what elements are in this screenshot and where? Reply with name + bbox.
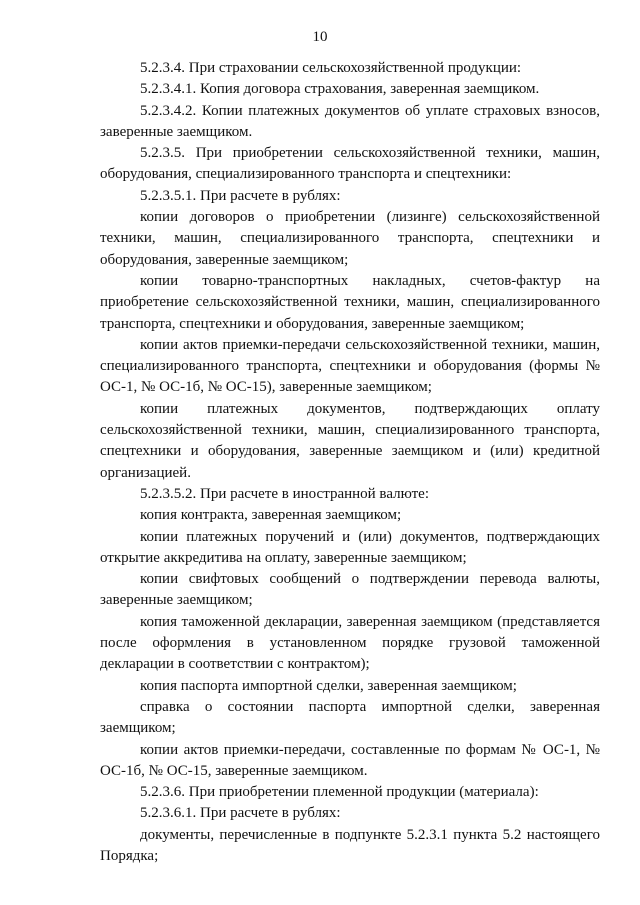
list-item: копии товарно-транспортных накладных, счетов-фактур на приобретение сельскохозяйственной техники, машин, специализированного транспорта, спецтехники и оборудования, заверенные заемщиком; <box>100 272 600 332</box>
list-item: документы, перечисленные в подпункте 5.2.3.1 пункта 5.2 настоящего Порядка; <box>100 826 600 864</box>
list-item: копии платежных поручений и (или) документов, подтверждающих открытие аккредитива на оплату, заверенные заемщиком; <box>100 528 600 566</box>
list-item: копия таможенной декларации, заверенная заемщиком (представляется после оформления в установленном порядке грузовой таможенной декларации в соответствии с контрактом); <box>100 613 600 673</box>
list-item: копии актов приемки-передачи, составленные по формам № ОС-1, № ОС-1б, № ОС-15, заверенные заемщиком. <box>100 741 600 779</box>
page-number: 10 <box>312 29 328 45</box>
paragraph-5-2-3-6: 5.2.3.6. При приобретении племенной продукции (материала): <box>140 784 539 801</box>
paragraph-5-2-3-4: 5.2.3.4. При страховании сельскохозяйственной продукции: <box>140 60 522 76</box>
list-item: копии договоров о приобретении (лизинге) сельскохозяйственной техники, машин, специализированного транспорта, спецтехники и оборудования, заверенные заемщиком; <box>100 209 600 268</box>
list-item: копии актов приемки-передачи сельскохозяйственной техники, машин, специализированного транспорта, спецтехники и оборудования (формы № ОС-1, № ОС-1б, № ОС-15), заверенные заемщиком; <box>100 336 600 396</box>
paragraph-5-2-3-5: 5.2.3.5. При приобретении сельскохозяйственной техники, машин, оборудования, специализированного транспорта и спецтехники: <box>100 145 600 183</box>
list-item: копии платежных документов, подтверждающих оплату сельскохозяйственной техники, машин, специализированного транспорта, спецтехники и оборудования, заверенные заемщиком и (или) кредитной организацией. <box>100 400 600 481</box>
paragraph-5-2-3-5-1: 5.2.3.5.1. При расчете в рублях: <box>140 187 341 204</box>
paragraph-5-2-3-4-1: 5.2.3.4.1. Копия договора страхования, заверенная заемщиком. <box>140 81 540 98</box>
paragraph-5-2-3-5-2: 5.2.3.5.2. При расчете в иностранной валюте: <box>140 485 429 502</box>
list-item: копия контракта, заверенная заемщиком; <box>140 507 402 524</box>
document-body <box>100 58 600 867</box>
paragraph-5-2-3-4-2: 5.2.3.4.2. Копии платежных документов об уплате страховых взносов, заверенные заемщиком. <box>100 102 600 140</box>
list-item: копия паспорта импортной сделки, заверенная заемщиком; <box>140 677 517 694</box>
paragraph-5-2-3-6-1: 5.2.3.6.1. При расчете в рублях: <box>140 805 341 822</box>
list-item: копии свифтовых сообщений о подтверждении перевода валюты, заверенные заемщиком; <box>100 571 600 609</box>
list-item: справка о состоянии паспорта импортной сделки, заверенная заемщиком; <box>100 698 600 737</box>
